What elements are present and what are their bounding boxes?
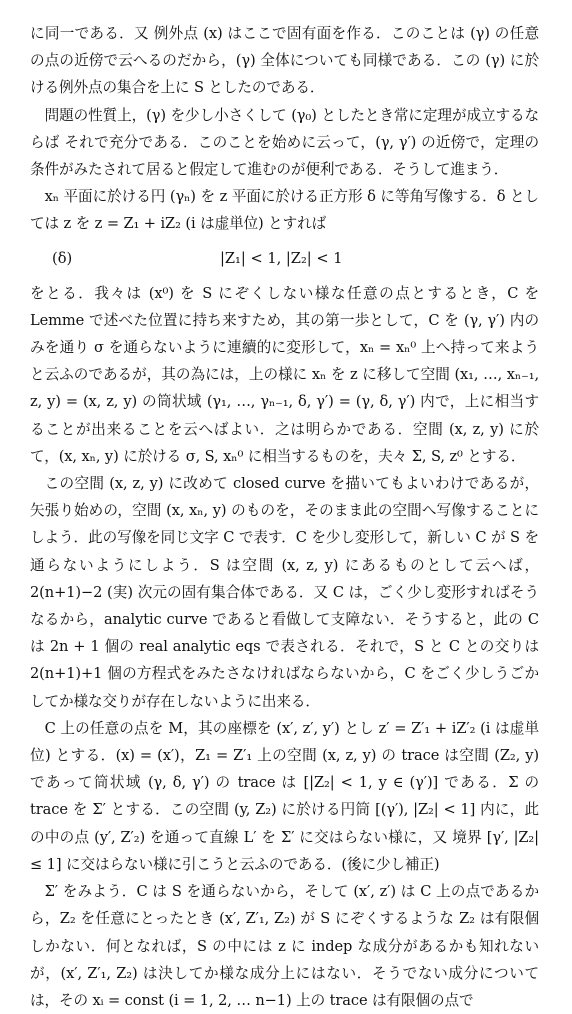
paragraph-6: C 上の任意の点を M，其の座標を (x′, z′, y′) とし z′ = Z′₁ + iZ′₂ (i は虚単位) とする．(x) = (x′)，Z₁ = Z′₁ 上の空間 (x, z, y) の trace は空間 (Z₂, y) であって筒状域 (γ, δ, γ′) の trace は [|Z₂| < 1, y ∈ (γ′)] である．Σ の trace を Σ′ とする．この空間 (y, Z₂) に於ける円筒 [(γ′), |Z₂| < 1] 内に，此の中の点 (y′, Z′₂) を通って直線 L′ を Σ′ に交はらない様に，又 境界 [γ′, |Z₂| ≤ 1] に交はらない様に引こうと云ふのである．(後に少し補正)	[30, 719, 539, 873]
equation-label: (δ)	[52, 249, 73, 267]
paragraph-1: に同一である．又 例外点 (x) はここで固有面を作る．このことは (γ) の任意の点の近傍で云へるのだから，(γ) 全体についても同様である．この (γ) に於ける例外点の集合を上に S としたのである．	[30, 25, 539, 97]
paragraph-7: Σ′ をみよう．C は S を通らないから，そして (x′, z′) は C 上の点であるから，Z₂ を任意にとったとき (x′, Z′₁, Z₂) が S にぞくするような Z₂ は有限個しかない．何となれば，S の中には z に indep な成分があるかも知れないが，(x′, Z′₁, Z₂) は決してか様な成分上にはない．そうでない成分については，その xᵢ = const (i = 1, 2, … n−1) 上の trace は有限個の点で	[30, 883, 539, 1009]
paragraph-2: 問題の性質上，(γ) を少し小さくして (γ₀) としたとき常に定理が成立するならば それで充分である．このことを始めに云って，(γ, γ′) の近傍で，定理の条件がみたされて居ると假定して進むのが便利である．そうして進まう．	[30, 106, 539, 179]
paragraph-5: この空間 (x, z, y) に改めて closed curve を描いてもよいわけであるが，矢張り始めの，空間 (x, xₙ, y) のものを，そのまま此の空間へ写像することにしよう．此の写像を同じ文字 C で表す．C を少し変形して，新しい C が S を通らないようにしよう．S は空間 (x, z, y) にあるものとして云へば，2(n+1)−2 (実) 次元の固有集合体である．又 C は，ごく少し変形すればそうなるから，analytic curve であると看做して支障ない．そうすると，此の C は 2n + 1 個の real analytic eqs で表される．それで，S と C との交りは 2(n+1)+1 個の方程式をみたさなければならないから，C をごく少しうごかしてか様な交りが存在しないように出来る．	[30, 475, 539, 710]
equation-body: |Z₁| < 1, |Z₂| < 1	[220, 249, 343, 267]
equation-delta	[30, 238, 539, 280]
paragraph-4: をとる．我々は (x⁰) を S にぞくしない様な任意の点とするとき，C を Lemme で述べた位置に持ち来すため，其の第一歩として，C を (γ, γ′) 内のみを通り σ を通らないように連續的に変形して，xₙ = xₙ⁰ 上へ持って来ようと云ふのであるが，其の為には，上の様に xₙ を z に移して空間 (x₁, …, xₙ₋₁, z, y) = (x, z, y) の筒状域 (γ₁, …, γₙ₋₁, δ, γ′) = (γ, δ, γ′) 内で，上に相当することが出来ることを云へばよい．之は明らかである．空間 (x, z, y) に於て，(x, xₙ, y) に於ける σ, S, xₙ⁰ に相当するものを，夫々 Σ, S, z⁰ とする．	[30, 284, 539, 465]
paragraph-3: xₙ 平面に於ける円 (γₙ) を z 平面に於ける正方形 δ に等角写像する．δ としては z を z = Z₁ + iZ₂ (i は虚単位) とすれば	[30, 188, 539, 233]
